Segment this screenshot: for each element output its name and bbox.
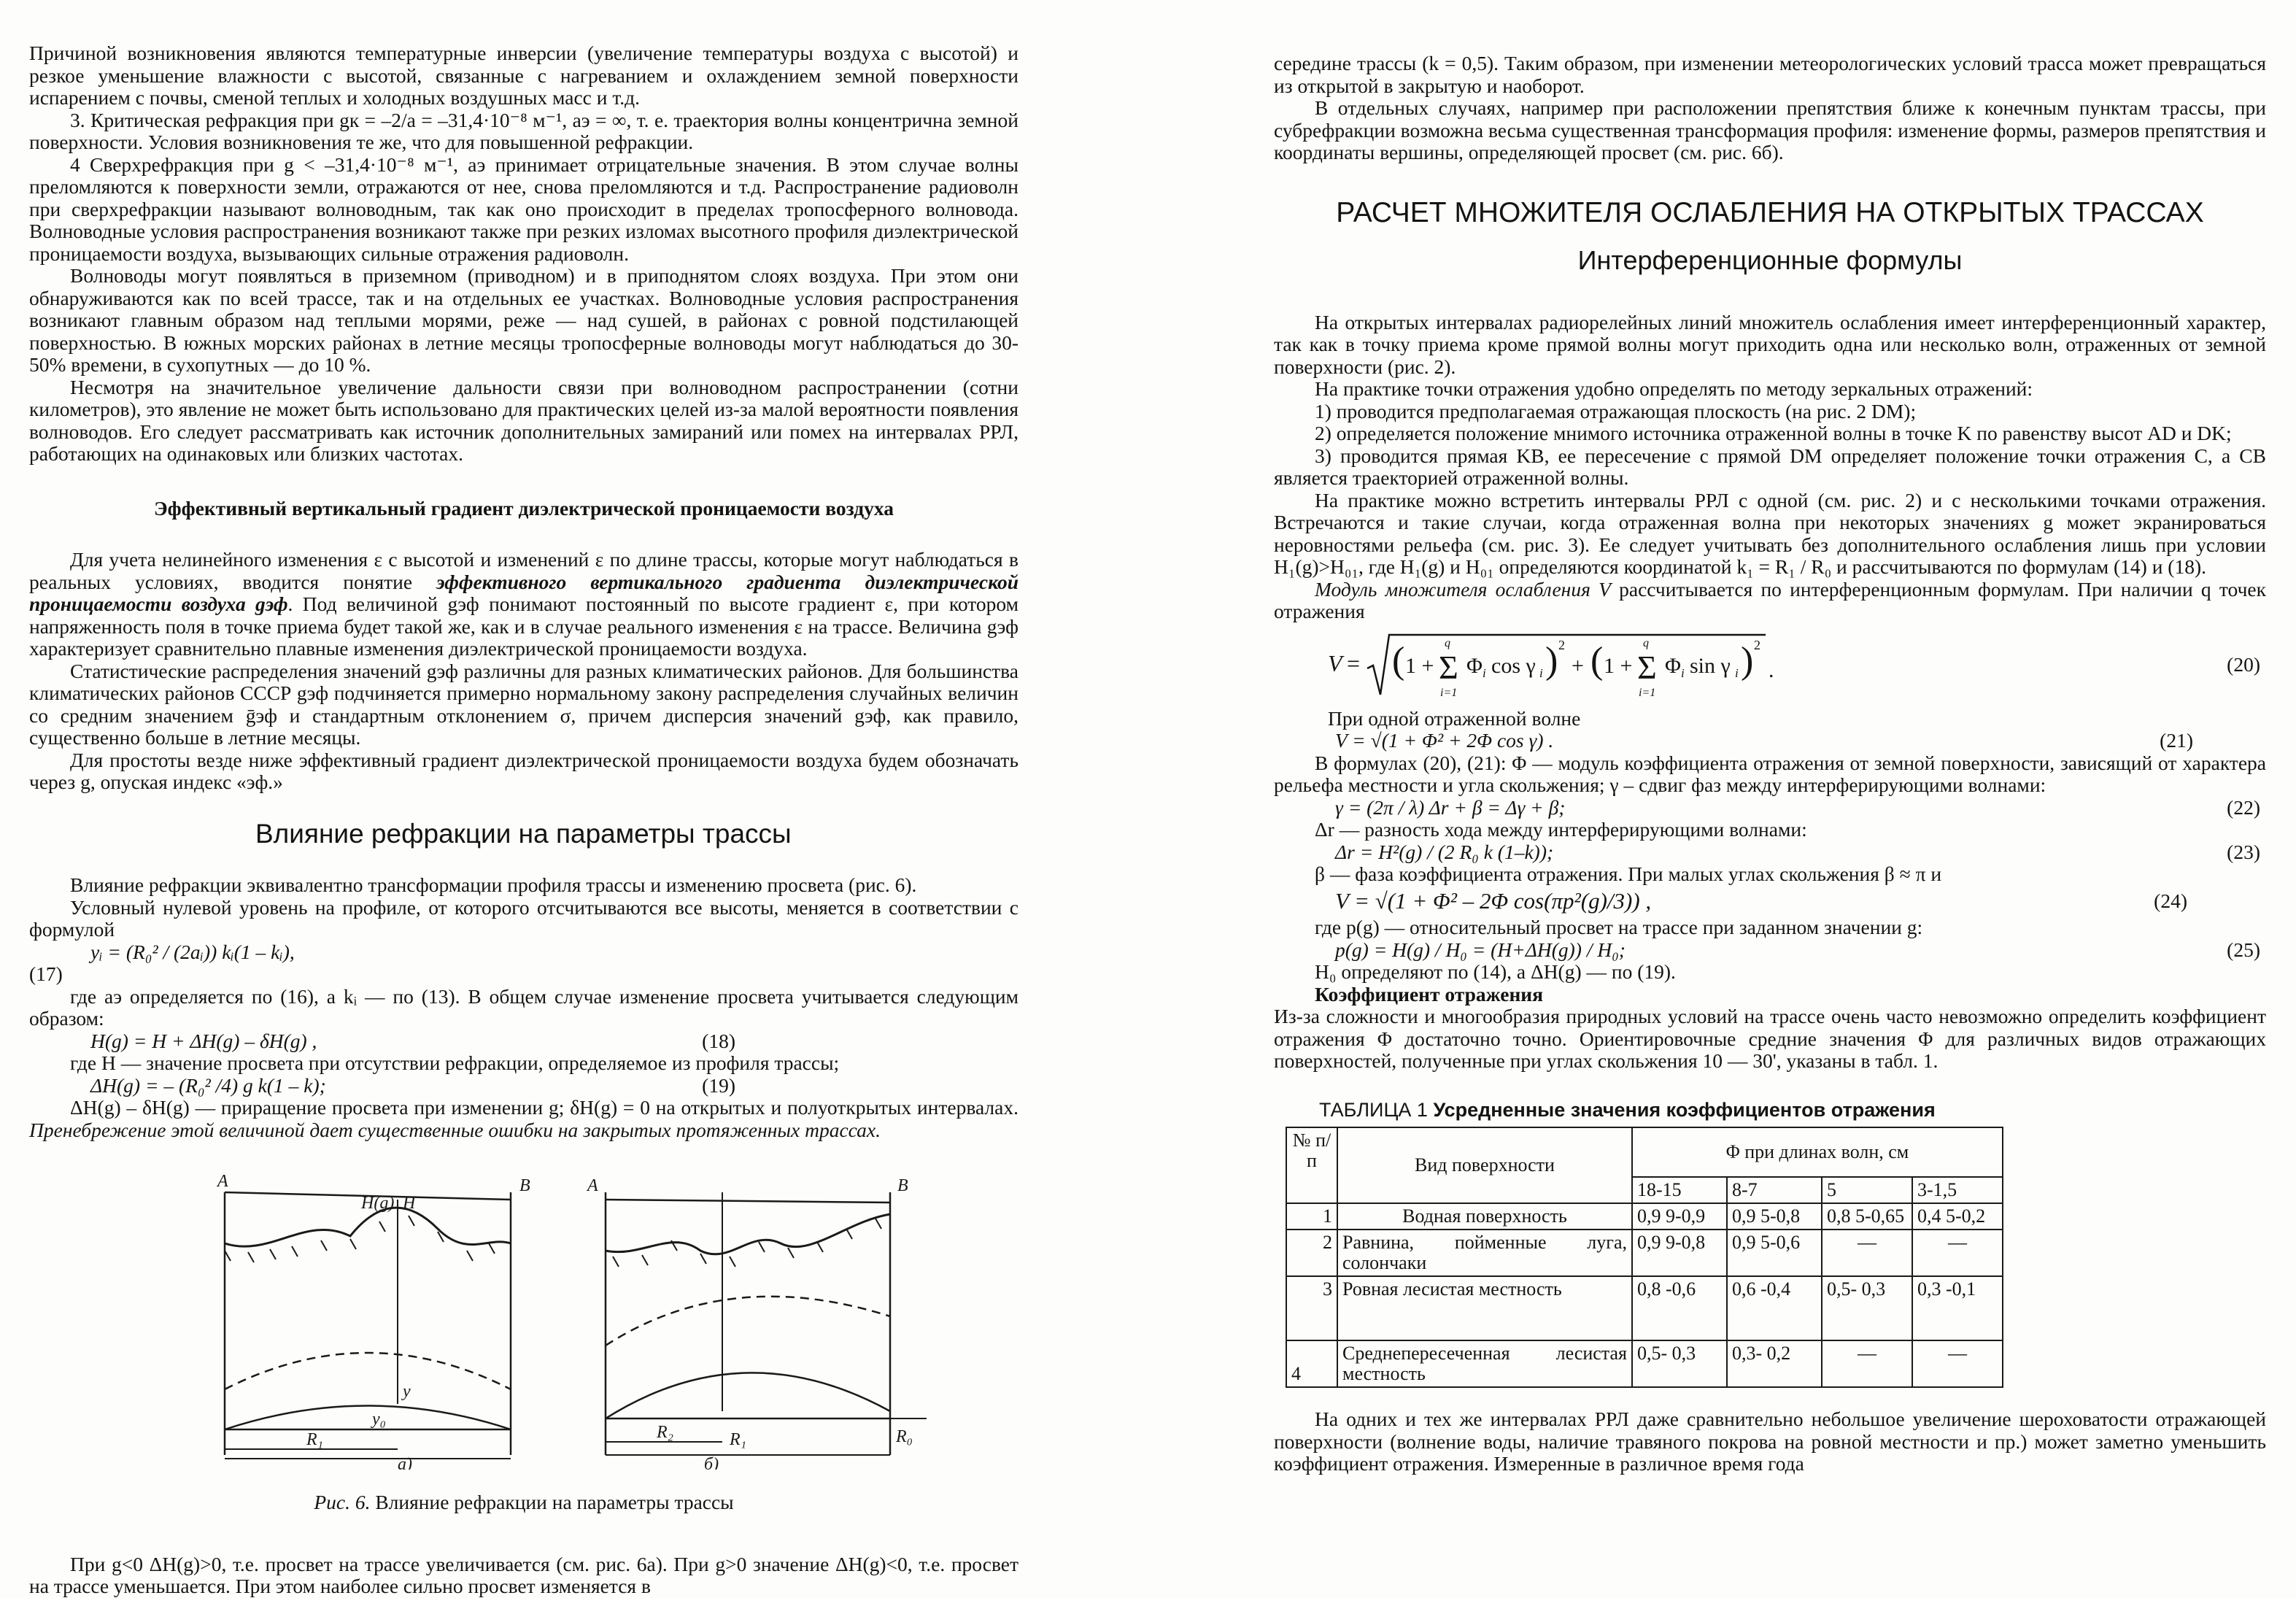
list-item: 2) определяется положение мнимого источника отраженной волны в точке K по равенству высот AD и DK; [1315,422,2232,444]
table-cell: 0,9 5-0,6 [1727,1230,1822,1276]
paragraph: 4 Сверхрефракция при g < –31,4·10⁻⁸ м⁻¹, aэ принимает отрицательные значения. В этом случае волны преломляются к поверхности земли, отражаются от нее, снова преломляются и т.д. Распространение радиоволн при сверхрефракции называют волноводным, так как оно происходит в пределах тропосферного волновода. Волноводные условия распространения возникают также при резких изломах высотного профиля диэлектрической проницаемости воздуха, вызывающих сильные отражения радиоволн. [29,153,1018,265]
equation-text: yᵢ = (R₀² / (2aᵢ)) kᵢ(1 – kᵢ), [90,940,295,963]
table-cell: 0,8 5-0,65 [1822,1203,1912,1230]
paragraph: Δr — разность хода между интерферирующими волнами: [1315,818,1807,841]
svg-text:sin γ: sin γ [1690,653,1731,678]
table-cell: 0,9 5-0,8 [1727,1203,1822,1230]
table-row [1286,1230,2003,1276]
table-header-row [1286,1127,2003,1177]
label-r2: R₂ [657,1423,674,1442]
table-header-cell: Вид поверхности [1337,1127,1632,1203]
label-a-point-b: A [587,1176,598,1195]
table-cell: 1 [1286,1203,1337,1230]
table-header-cell: 3-1,5 [1912,1177,2003,1203]
svg-text:i: i [1539,665,1543,680]
paragraph: H₀ определяют по (14), а ΔH(g) — по (19). [1315,960,1676,983]
label-h: H [403,1194,416,1213]
equation-text: p(g) = H(g) / H₀ = (H+ΔH(g)) / H₀; [1335,938,1626,961]
paragraph: Причиной возникновения являются температурные инверсии (увеличение температуры воздуха с высотой) и резкое уменьшение влажности с высотой, связанные с нагреванием и охлаждением земной поверхности испарением с почвы, сменой теплых и холодных воздушных масс и т.д. [29,42,1018,109]
paragraph: При g<0 ΔH(g)>0, т.е. просвет на трассе увеличивается (см. рис. 6а). При g>0 значение ΔH(g)<0, т.е. просвет на трассе уменьшается. При этом наиболее сильно просвет изменяется в [29,1552,1018,1597]
svg-text:i=1: i=1 [1639,686,1656,699]
label-y: y [403,1382,411,1401]
equation-text: H(g) = H + ΔH(g) – δH(g) , [90,1029,317,1052]
figure-6 [29,1170,1018,1477]
svg-text:(: ( [1590,639,1604,682]
label-r0: R₀ [896,1427,913,1446]
label-hg: H(g) [361,1194,395,1213]
table-cell: — [1912,1340,2003,1387]
paragraph: Из-за сложности и многообразия природных условий на трассе очень часто невозможно определить коэффициент отражения Φ достаточно точно. Ориентировочные средние значения Φ для различных видов отражающих поверхностей, полученные при углах скольжения 10 — 30', указаны в табл. 1. [1274,1005,2266,1072]
paragraph: где p(g) — относительный просвет на трассе при заданном значении g: [1315,916,1923,938]
equation-17 [29,941,1018,964]
table-cell: 0,6 -0,4 [1727,1276,1822,1340]
svg-text:+: + [1572,653,1584,678]
paragraph: где aэ определяется по (16), а kᵢ — по (13). В общем случае изменение просвета учитывается следующим образом: [29,984,1018,1030]
label-r1: R₁ [306,1430,324,1449]
svg-text:Σ: Σ [1637,648,1657,686]
formula-20 [1328,630,1795,700]
text-run: . Под величиной gэф понимают постоянный по высоте градиент ε, при котором напряженность поля в точке приема будет такой же, как и в случае реального изменения ε на трассе. Величина gэф характеризует сравнительно плавные изменения диэлектрической проницаемости воздуха. [29,593,1018,660]
paragraph-title: Коэффициент отражения [1315,982,1544,1005]
figure-caption [29,1491,1018,1514]
paragraph: Влияние рефракции эквивалентно трансформации профиля трассы и изменению просвета (рис. 6). [70,873,917,896]
paragraph: Для простоты везде ниже эффективный градиент диэлектрической проницаемости воздуха будем обозначать через g, опуская индекс «эф.» [29,748,1018,793]
label-b-point-b: B [897,1176,908,1195]
table-cell: 0,5- 0,3 [1632,1340,1727,1387]
emphasis-run: Пренебрежение этой величиной дает существенные ошибки на закрытых протяженных трассах. [29,1118,881,1141]
list-item: 3) проводится прямая KB, ее пересечение с прямой DM определяет положение точки отражения C, а CB является траекторией отраженной волны. [1274,444,2266,489]
equation-number: (24) [2154,889,2187,912]
table-row [1286,1276,2003,1340]
refraction-diagram [29,1170,1018,1470]
table-cell: 0,3 -0,1 [1912,1276,2003,1340]
paragraph: где H — значение просвета при отсутствии рефракции, определяемое из профиля трассы; [70,1051,840,1074]
table-row [1286,1203,2003,1230]
term-emphasis: эффективного вертикального градиента диэлектрической проницаемости воздуха gэф [29,570,1018,615]
svg-text:): ) [1545,639,1558,682]
svg-text:i: i [1483,665,1486,680]
equation-19 [29,1075,1018,1097]
svg-text:.: . [1769,657,1774,682]
table-header-cell: Φ при длинах волн, см [1632,1127,2003,1177]
label-sub-a: а) [398,1455,412,1470]
paragraph: середине трассы (k = 0,5). Таким образом, при изменении метеорологических условий трасса может превращаться из открытой в закрытую и наоборот. [1274,52,2266,97]
equation-number: (20) [2227,653,2260,676]
equation-23 [1274,841,2266,864]
svg-text:Φ: Φ [1665,653,1681,678]
table-cell: 0,9 9-0,9 [1632,1203,1727,1230]
table-header-cell: 5 [1822,1177,1912,1203]
equation-22 [1274,797,2266,819]
svg-text:q: q [1445,636,1450,649]
equation-text: Δr = H²(g) / (2 R₀ k (1–k)); [1335,840,1554,863]
paragraph: На одних и тех же интервалах РРЛ даже сравнительно небольшое увеличение шероховатости отражающей поверхности (волнение воды, наличие травяного покрова на ровной местности и пр.) может заметно уменьшить коэффициент отражения. Измеренные в различное время года [1274,1408,2266,1475]
paragraph [29,1097,1018,1141]
label-r1-b: R₁ [730,1430,747,1449]
label-b-point: B [519,1176,530,1195]
equation-text: V = √(1 + Φ² + 2Φ cos γ) . [1335,729,1554,752]
equation-number: (18) [702,1029,735,1052]
paragraph [1274,579,2266,623]
table-cell: — [1822,1230,1912,1276]
table-cell: 0,8 -0,6 [1632,1276,1727,1340]
caption-text: Влияние рефракции на параметры трассы [375,1491,734,1513]
paragraph: В отдельных случаях, например при расположении препятствия ближе к конечным пунктам трассы, при субрефракции возможна весьма существенная трансформация профиля: изменение формы, размеров препятствия и координаты вершины, определяющей просвет (см. рис. 6б). [1274,96,2267,163]
svg-text:1 +: 1 + [1405,653,1434,678]
table-cell: — [1912,1230,2003,1276]
table-cell: 3 [1286,1276,1337,1340]
caption-prefix: Рис. 6. [314,1491,371,1513]
svg-text:(: ( [1392,639,1405,682]
table-cell: 0,3- 0,2 [1727,1340,1822,1387]
svg-text:1 +: 1 + [1604,653,1633,678]
emphasis-run: Модуль множителя ослабления V [1315,577,1611,601]
right-column [1274,53,2266,1475]
svg-text:=: = [1347,649,1361,676]
table-cell: — [1822,1340,1912,1387]
table-header-cell: № п/п [1286,1127,1337,1203]
equation-number: (22) [2227,795,2260,819]
equation-text: ΔH(g) = – (R₀² /4) g k(1 – k); [90,1073,326,1097]
table-cell: 0,9 9-0,8 [1632,1230,1727,1276]
svg-text:q: q [1643,636,1649,649]
equation-number: (23) [2227,840,2260,863]
svg-text:Σ: Σ [1439,648,1458,686]
paragraph: При одной отраженной волне [1328,706,1581,730]
equation-text: γ = (2π / λ) Δr + β = Δγ + β; [1335,795,1566,819]
label-a-point: A [217,1172,228,1191]
paragraph: Статистические распределения значений gэф различны для разных климатических районов. Для большинства климатических районов СССР gэф подчиняется примерно нормальному закону распределения случайных величин со средним значением ḡэф и стандартным отклонением σ, причем дисперсия значений gэф, как правило, существенно больше в летние месяцы. [29,659,1018,749]
svg-text:V: V [1328,649,1342,676]
table-cell: Ровная лесистая местность [1337,1276,1632,1340]
table-cell: 0,5- 0,3 [1822,1276,1912,1340]
paragraph [29,549,1018,660]
equation-number: (19) [702,1073,735,1097]
table-header-cell: 8-7 [1727,1177,1822,1203]
paragraph: На практике можно встретить интервалы РРЛ с одной (см. рис. 2) и с несколькими точками отражения. Встречаются и такие случаи, когда отраженная волна при некоторых значениях g может экранироваться неровностями рельефа (см. рис. 3). Ее следует учитывать без дополнительного ослабления лишь при условии H₁(g)>H₀₁, где H₁(g) и H₀₁ определяются координатой k₁ = R₁ / R₀ и рассчитываются по формулам (14) и (18). [1274,488,2266,578]
text-run: ΔH(g) – δH(g) — приращение просвета при изменении g; δH(g) = 0 на открытых и полуоткрытых интервалах. [70,1096,1018,1119]
left-column [29,42,1018,1598]
equation-number: (25) [2227,938,2260,961]
svg-text:i=1: i=1 [1440,686,1458,699]
table-caption-prefix: ТАБЛИЦА 1 [1319,1098,1428,1121]
table-caption-text: Усредненные значения коэффициентов отражения [1433,1098,1936,1121]
list-item: 1) проводится предполагаемая отражающая плоскость (на рис. 2 DM); [1315,399,1917,422]
equation-25 [1274,939,2266,962]
paragraph: Условный нулевой уровень на профиле, от которого отсчитываются все высоты, меняется в соответствии с формулой [29,895,1018,941]
paragraph: β — фаза коэффициента отражения. При малых углах скольжения β ≈ π и [1315,862,1942,885]
equation-text: V = √(1 + Φ² – 2Φ cos(πp²(g)/3)) , [1335,887,1652,914]
svg-text:i: i [1735,665,1739,680]
svg-text:Φ: Φ [1466,653,1483,678]
svg-text:2: 2 [1754,637,1760,652]
svg-text:i: i [1681,665,1685,680]
table-cell: Равнина, пойменные луга, солончаки [1337,1230,1632,1276]
equation-number: (17) [29,962,63,985]
svg-text:): ) [1741,639,1754,682]
table-header-cell: 18-15 [1632,1177,1727,1203]
text-run: рассчитывается по интерференционным формулам. При наличии q точек отражения [1274,577,2266,622]
paragraph: На открытых интервалах радиорелейных линий множитель ослабления имеет интерференционный характер, так как в точку приема кроме прямой волны могут приходить одна или несколько волн, отраженных от земной поверхности (рис. 2). [1274,310,2266,378]
equation-24 [1274,887,2266,914]
svg-text:2: 2 [1558,637,1565,652]
paragraph: Волноводы могут появляться в приземном (приводном) и в приподнятом слоях воздуха. При этом они обнаруживаются как по всей трассе, так и на отдельных ее участках. Волноводные условия распространения возникают главным образом над теплыми морями, реже — над сушей, в районах с ровной подстилающей поверхностью. В южных морских районах в летние месяцы тропосферные волноводы могут наблюдаться до 30-50% времени, в сухопутных — до 10 %. [29,264,1018,376]
label-sub-b: б) [704,1455,719,1470]
paragraph: В формулах (20), (21): Φ — модуль коэффициента отражения от земной поверхности, зависящий от характера рельефа местности и угла скольжения; γ – сдвиг фаз между интерферирующими волнами: [1274,751,2266,796]
equation-21 [1274,730,2266,752]
svg-text:cos γ: cos γ [1491,653,1536,678]
equation-20 [1274,630,2266,700]
label-y0: y₀ [372,1410,386,1429]
table-cell: Водная поверхность [1337,1203,1632,1230]
table-cell: 2 [1286,1230,1337,1276]
subheading: Эффективный вертикальный градиент диэлектрической проницаемости воздуха [154,496,894,520]
table-caption [1319,1099,2266,1122]
chapter-heading: РАСЧЕТ МНОЖИТЕЛЯ ОСЛАБЛЕНИЯ НА ОТКРЫТЫХ ТРАССАХ [1336,196,2204,228]
chapter-subheading: Интерференционные формулы [1577,244,1963,275]
reflection-table [1286,1127,2003,1388]
paragraph: Несмотря на значительное увеличение дальности связи при волноводном распространении (сотни километров), это явление не может быть использовано для практических целей из-за малой вероятности появления волноводов. Его следует рассматривать как источник дополнительных замираний или помех на интервалах РРЛ, работающих на одинаковых или близких частотах. [29,375,1018,465]
table-row [1286,1340,2003,1387]
table-cell: 0,4 5-0,2 [1912,1203,2003,1230]
paragraph: На практике точки отражения удобно определять по методу зеркальных отражений: [1315,377,2033,400]
table-cell: 4 [1286,1340,1337,1387]
section-heading: Влияние рефракции на параметры трассы [255,818,792,849]
paragraph: 3. Критическая рефракция при gк = –2/a = –31,4·10⁻⁸ м⁻¹, aэ = ∞, т. е. траектория волны концентрична земной поверхности. Условия возникновения те же, что для повышенной рефракции. [29,108,1018,153]
equation-18 [29,1030,1018,1053]
text-run: Для учета нелинейного изменения ε с высотой и изменений ε по длине трассы, которые могут наблюдаться в реальных условиях, вводится понятие [29,548,1018,593]
equation-number: (21) [2160,729,2193,752]
table-cell: Среднепересеченная лесистая местность [1337,1340,1632,1387]
